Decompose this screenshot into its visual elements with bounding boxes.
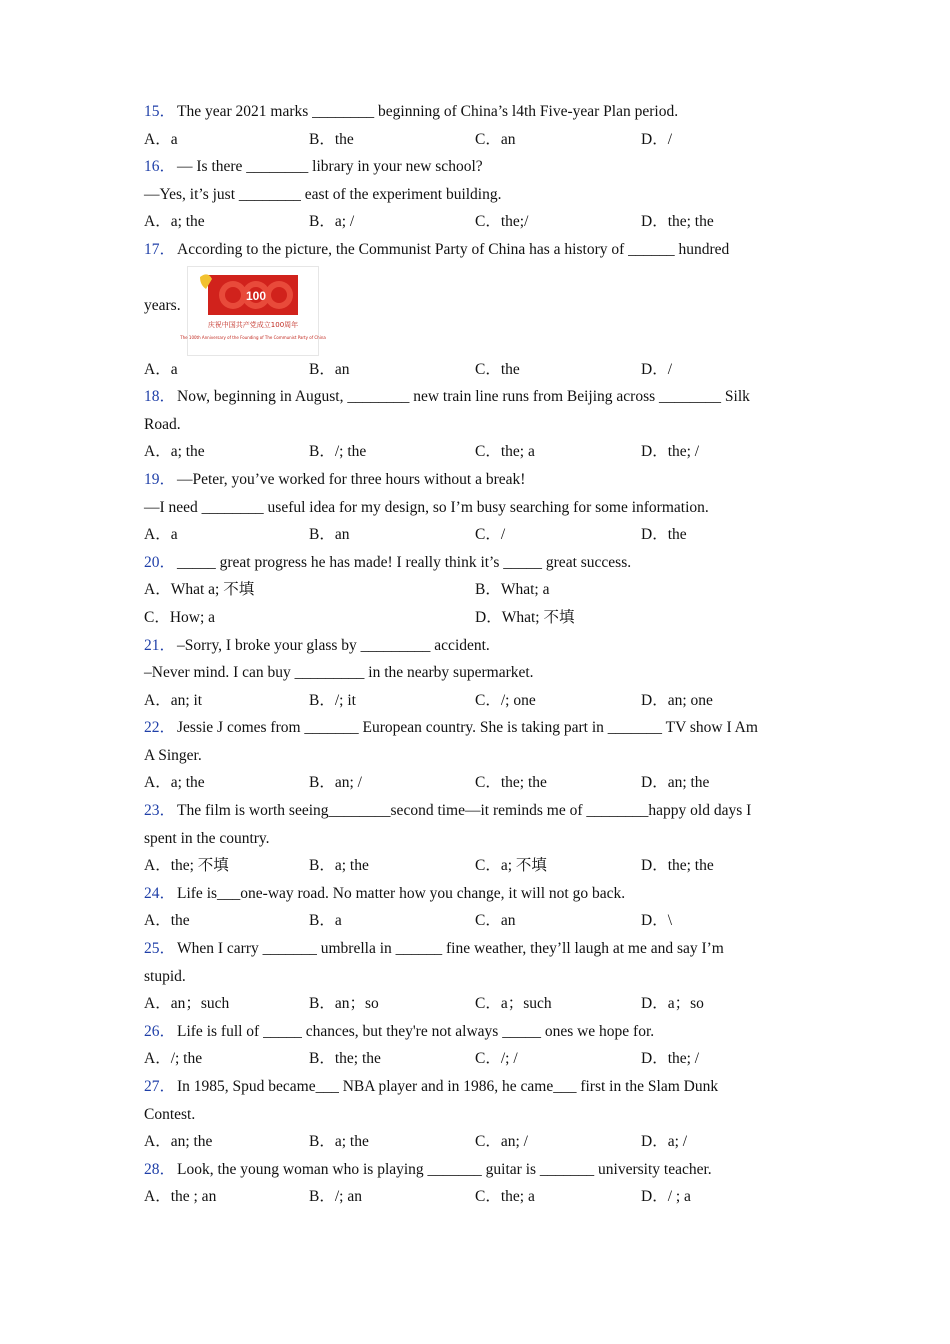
options-row [144, 521, 824, 549]
question-line [144, 880, 824, 908]
option: D．the; the [641, 857, 714, 875]
option: C．an; / [475, 1133, 528, 1151]
question-line [144, 1156, 824, 1184]
option: C．the; a [475, 443, 535, 461]
option: B．/; the [309, 443, 367, 461]
question-line [144, 1101, 824, 1129]
option: A．What a; 不填 [144, 581, 255, 599]
question-line [144, 236, 824, 264]
question-line [144, 494, 824, 522]
option: C．How; a [144, 608, 216, 626]
question-line [144, 549, 824, 577]
options-row [144, 126, 824, 154]
question-line [144, 632, 824, 660]
centenary-logo-image [180, 266, 326, 356]
option: C．the; the [475, 774, 547, 792]
image-line [144, 264, 824, 356]
question-block [144, 98, 824, 153]
question-text: — Is there ________ library in your new school? [177, 158, 483, 176]
question-text: In 1985, Spud became___ NBA player and in 1986, he came___ first in the Slam Dunk [177, 1078, 719, 1095]
logo-subcaption: The 100th Anniversary of the Founding of The Communist Party of China [180, 334, 326, 340]
option: A．a; the [144, 774, 205, 792]
option: A．an；such [144, 995, 230, 1013]
question-text: –Sorry, I broke your glass by _________ accident. [177, 636, 490, 654]
question-block [144, 466, 824, 549]
question-block [144, 153, 824, 236]
option: B．a; / [309, 213, 355, 231]
options-row [144, 769, 824, 797]
question-number: 21． [144, 636, 176, 654]
option: A．the ; an [144, 1188, 217, 1206]
question-text: Look, the young woman who is playing _______ guitar is _______ university teacher. [177, 1160, 712, 1178]
question-text: When I carry _______ umbrella in ______ fine weather, they’ll laugh at me and say I’m [177, 940, 724, 958]
question-line [144, 153, 824, 181]
question-line [144, 466, 824, 494]
options-row [144, 1128, 824, 1156]
option: D．a; / [641, 1133, 688, 1151]
option: A．a; the [144, 213, 205, 231]
option: C．the [475, 360, 520, 378]
question-text: The film is worth seeing________second time—it reminds me of ________happy old days I [177, 802, 752, 820]
option: A．a [144, 130, 178, 148]
question-number: 16． [144, 158, 176, 176]
question-block [144, 1073, 824, 1156]
question-number: 23． [144, 802, 176, 820]
question-line [144, 742, 824, 770]
question-block [144, 236, 824, 383]
question-text: —Peter, you’ve worked for three hours without a break! [177, 470, 526, 488]
option: B．a; the [309, 1133, 369, 1151]
option: A．a; the [144, 443, 205, 461]
image-line-text: years. [144, 296, 181, 314]
option: B．a [309, 912, 342, 930]
question-line [144, 1018, 824, 1046]
option: C．/; / [475, 1050, 518, 1068]
question-line [144, 659, 824, 687]
options-row [144, 687, 824, 715]
logo-number: 100 [245, 288, 267, 303]
question-text: According to the picture, the Communist Party of China has a history of ______ hundred [177, 240, 730, 258]
question-block [144, 632, 824, 715]
option: A．an; the [144, 1133, 213, 1151]
option: C．the;/ [475, 213, 529, 231]
question-number: 18． [144, 388, 176, 406]
option: C．an [475, 130, 516, 148]
question-text: _____ great progress he has made! I really think it’s _____ great success. [177, 553, 632, 571]
question-number: 24． [144, 884, 176, 902]
question-block [144, 714, 824, 797]
options-row [144, 576, 824, 604]
option: C．/; one [475, 691, 536, 709]
question-line [144, 714, 824, 742]
logo-graphic [180, 267, 326, 355]
question-text: A Singer. [144, 746, 202, 764]
question-number: 25． [144, 940, 176, 958]
question-line [144, 963, 824, 991]
option: A．the [144, 912, 190, 930]
option: A．/; the [144, 1050, 203, 1068]
question-line [144, 1073, 824, 1101]
question-line [144, 411, 824, 439]
option: B．/; it [309, 691, 356, 709]
option: C．a; 不填 [475, 857, 547, 875]
option: B．an; / [309, 774, 362, 792]
option: C．the; a [475, 1188, 535, 1206]
option: B．an；so [309, 995, 379, 1013]
option: D．the; the [641, 213, 714, 231]
option: A．a [144, 526, 178, 544]
options-row [144, 852, 824, 880]
option: D．What; 不填 [475, 608, 575, 626]
option: D．an; the [641, 774, 710, 792]
question-block [144, 1018, 824, 1073]
options-row [144, 1183, 824, 1211]
options-row [144, 208, 824, 236]
option: D．the [641, 526, 687, 544]
options-row [144, 604, 824, 632]
question-line [144, 98, 824, 126]
option: D．/ ; a [641, 1188, 691, 1206]
option: B．the [309, 130, 354, 148]
option: C．an [475, 912, 516, 930]
question-number: 27． [144, 1078, 176, 1095]
option: B．an [309, 360, 350, 378]
option: D．an; one [641, 691, 713, 709]
question-text: stupid. [144, 967, 186, 985]
question-text: Contest. [144, 1105, 196, 1123]
option: C．a；such [475, 995, 552, 1013]
option: A．a [144, 360, 178, 378]
option: B．the; the [309, 1050, 381, 1068]
question-text: Now, beginning in August, ________ new train line runs from Beijing across ________ Silk [177, 388, 750, 406]
question-block [144, 797, 824, 880]
options-row [144, 990, 824, 1018]
option: B．What; a [475, 581, 550, 599]
options-row [144, 438, 824, 466]
question-text: spent in the country. [144, 829, 270, 847]
option: D．the; / [641, 443, 700, 461]
question-number: 26． [144, 1022, 176, 1040]
option: D．/ [641, 360, 673, 378]
option: D．a；so [641, 995, 704, 1013]
option: A．an; it [144, 691, 203, 709]
options-row [144, 1045, 824, 1073]
question-block [144, 383, 824, 466]
question-line [144, 181, 824, 209]
question-number: 22． [144, 719, 176, 737]
question-block [144, 549, 824, 632]
question-text: Life is___one-way road. No matter how you change, it will not go back. [177, 884, 626, 902]
option: B．an [309, 526, 350, 544]
question-text: —I need ________ useful idea for my design, so I’m busy searching for some information. [144, 498, 709, 516]
question-block [144, 880, 824, 935]
question-text: Road. [144, 415, 181, 433]
question-line [144, 825, 824, 853]
question-number: 15． [144, 103, 176, 120]
option: D．/ [641, 130, 673, 148]
options-row [144, 356, 824, 384]
question-number: 17． [144, 240, 176, 258]
question-text: —Yes, it’s just ________ east of the experiment building. [144, 185, 502, 203]
option: A．the; 不填 [144, 857, 229, 875]
option: D．the; / [641, 1050, 700, 1068]
question-list [144, 98, 824, 1211]
question-line [144, 383, 824, 411]
option: B．a; the [309, 857, 369, 875]
question-block [144, 935, 824, 1018]
question-number: 19． [144, 470, 176, 488]
question-number: 20． [144, 553, 176, 571]
question-block [144, 1156, 824, 1211]
question-text: Jessie J comes from _______ European country. She is taking part in _______ TV show I Am [177, 719, 758, 737]
question-text: Life is full of _____ chances, but they're not always _____ ones we hope for. [177, 1022, 655, 1040]
option: D．\ [641, 912, 673, 930]
option: B．/; an [309, 1188, 362, 1206]
options-row [144, 907, 824, 935]
question-text: –Never mind. I can buy _________ in the nearby supermarket. [144, 664, 534, 682]
question-line [144, 797, 824, 825]
option: C．/ [475, 526, 506, 544]
question-number: 28． [144, 1160, 176, 1178]
question-text: The year 2021 marks ________ beginning of China’s l4th Five-year Plan period. [177, 103, 679, 120]
question-line [144, 935, 824, 963]
logo-caption: 庆祝中国共产党成立100周年 [207, 320, 299, 329]
